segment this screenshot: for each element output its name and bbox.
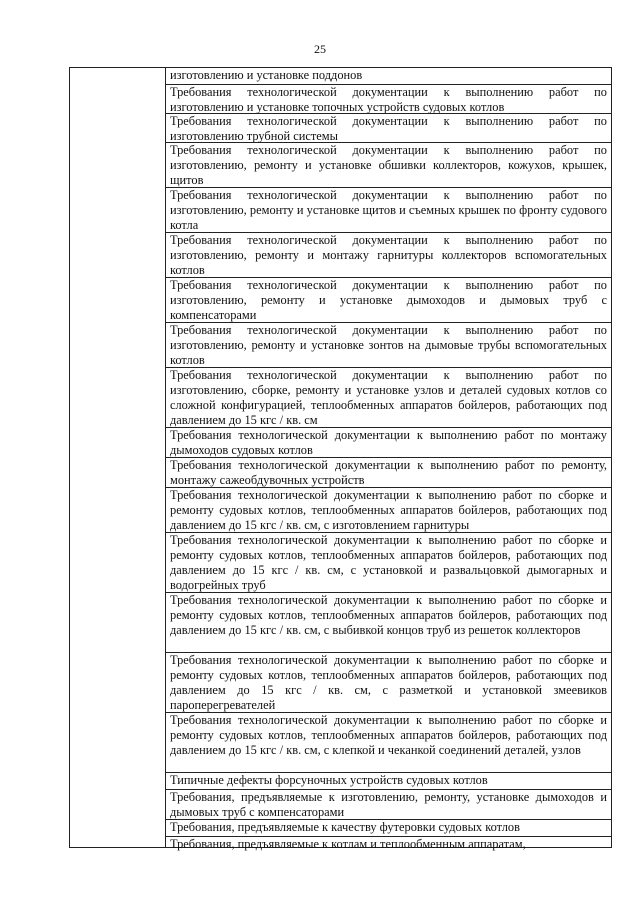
table-row: Требования технологической документации к выполнению работ по сборке и ремонту судовых котлов, теплообменных аппаратов бойлеров, работающих под давлением до 15 кгс / кв. см, с выбивкой концов труб из решеток коллекторов bbox=[166, 593, 611, 653]
table-row: Требования технологической документации к выполнению работ по сборке и ремонту судовых котлов, теплообменных аппаратов бойлеров, работающих под давлением до 15 кгс / кв. см, с клепкой и чеканкой соединений деталей, узлов bbox=[166, 713, 611, 773]
table-row: Требования, предъявляемые к качеству футеровки судовых котлов bbox=[166, 820, 611, 837]
table-row: Требования технологической документации к выполнению работ по сборке и ремонту судовых котлов, теплообменных аппаратов бойлеров, работающих под давлением до 15 кгс / кв. см, с изготовлением гарнитуры bbox=[166, 488, 611, 533]
table-row: Требования технологической документации к выполнению работ по изготовлению, ремонту и установке щитов и съемных крышек по фронту судового котла bbox=[166, 188, 611, 233]
table-row: Требования технологической документации к выполнению работ по изготовлению трубной системы bbox=[166, 114, 611, 143]
table-row: Требования технологической документации к выполнению работ по сборке и ремонту судовых котлов, теплообменных аппаратов бойлеров, работающих под давлением до 15 кгс / кв. см, с разметкой и установкой змеевиков пароперегревателей bbox=[166, 653, 611, 713]
table-row: Требования, предъявляемые к изготовлению, ремонту, установке дымоходов и дымовых труб с компенсаторами bbox=[166, 790, 611, 820]
table-row: Требования технологической документации к выполнению работ по изготовлению, ремонту и установке обшивки коллекторов, кожухов, крышек, щитов bbox=[166, 143, 611, 188]
table-row: Требования технологической документации к выполнению работ по сборке и ремонту судовых котлов, теплообменных аппаратов бойлеров, работающих под давлением до 15 кгс / кв. см, с установкой и развальцовкой дымогарных и водогрейных труб bbox=[166, 533, 611, 593]
table-right-column bbox=[166, 68, 611, 851]
table-row: Требования, предъявляемые к котлам и теплообменным аппаратам, bbox=[170, 837, 526, 851]
table-left-column bbox=[70, 68, 166, 847]
table-row: Требования технологической документации к выполнению работ по изготовлению, ремонту и установке дымоходов и дымовых труб с компенсаторами bbox=[166, 278, 611, 323]
table-row: Требования технологической документации к выполнению работ по изготовлению, ремонту и монтажу гарнитуры коллекторов вспомогательных котлов bbox=[166, 233, 611, 278]
knowledge-table bbox=[69, 67, 612, 851]
table-row: Типичные дефекты форсуночных устройств судовых котлов bbox=[166, 773, 611, 790]
page-number: 25 bbox=[314, 42, 326, 56]
table-row: Требования технологической документации к выполнению работ по монтажу дымоходов судовых котлов bbox=[166, 428, 611, 458]
table-row: Требования технологической документации к выполнению работ по изготовлению, ремонту и установке зонтов на дымовые трубы вспомогательных котлов bbox=[166, 323, 611, 368]
table-row: Требования технологической документации к выполнению работ по изготовлению, сборке, ремонту и установке узлов и деталей судовых котлов со сложной конфигурацией, теплообменных аппаратов бойлеров, работающих под давлением до 15 кгс / кв. см bbox=[166, 368, 611, 428]
table-row: Требования технологической документации к выполнению работ по изготовлению и установке топочных устройств судовых котлов bbox=[166, 85, 611, 114]
table-row: изготовлению и установке поддонов bbox=[166, 68, 611, 85]
table-row: Требования технологической документации к выполнению работ по ремонту, монтажу сажеобдувочных устройств bbox=[166, 458, 611, 488]
